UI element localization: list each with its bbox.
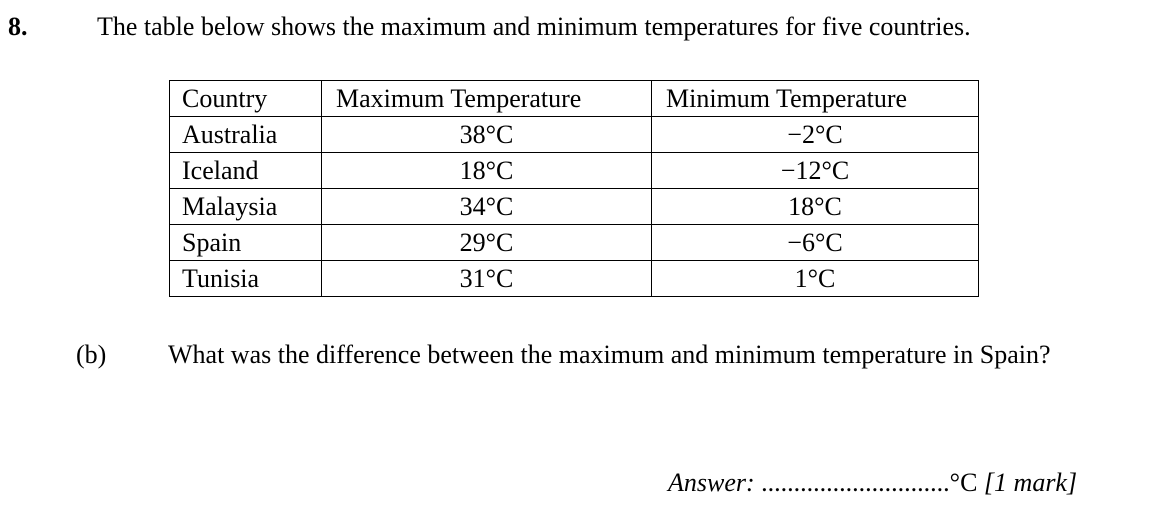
header-country: Country <box>170 81 322 117</box>
cell-min-temp: −6°C <box>652 225 979 261</box>
cell-max-temp: 18°C <box>322 153 652 189</box>
cell-country: Iceland <box>170 153 322 189</box>
marks-label: [1 mark] <box>977 468 1078 497</box>
answer-label: Answer: <box>668 468 755 497</box>
table-row <box>170 225 979 261</box>
cell-max-temp: 29°C <box>322 225 652 261</box>
cell-max-temp: 31°C <box>322 261 652 297</box>
header-max-temp: Maximum Temperature <box>322 81 652 117</box>
table-row <box>170 189 979 225</box>
header-min-temp: Minimum Temperature <box>652 81 979 117</box>
cell-country: Spain <box>170 225 322 261</box>
table-row <box>170 261 979 297</box>
cell-min-temp: −12°C <box>652 153 979 189</box>
question-number: 8. <box>8 12 28 41</box>
temperature-table <box>169 80 979 297</box>
table-header-row <box>170 81 979 117</box>
answer-line <box>668 466 1077 500</box>
part-b-label: (b) <box>76 340 107 369</box>
table-row <box>170 153 979 189</box>
cell-min-temp: 18°C <box>652 189 979 225</box>
answer-unit: °C <box>949 468 978 497</box>
cell-country: Malaysia <box>170 189 322 225</box>
cell-max-temp: 38°C <box>322 117 652 153</box>
cell-country: Tunisia <box>170 261 322 297</box>
cell-min-temp: 1°C <box>652 261 979 297</box>
table-row <box>170 117 979 153</box>
cell-country: Australia <box>170 117 322 153</box>
part-b-question: What was the difference between the maximum and minimum temperature in Spain? <box>168 340 1051 369</box>
answer-blank[interactable]: ............................. <box>754 468 950 497</box>
cell-min-temp: −2°C <box>652 117 979 153</box>
cell-max-temp: 34°C <box>322 189 652 225</box>
question-intro: The table below shows the maximum and minimum temperatures for five countries. <box>97 12 971 41</box>
